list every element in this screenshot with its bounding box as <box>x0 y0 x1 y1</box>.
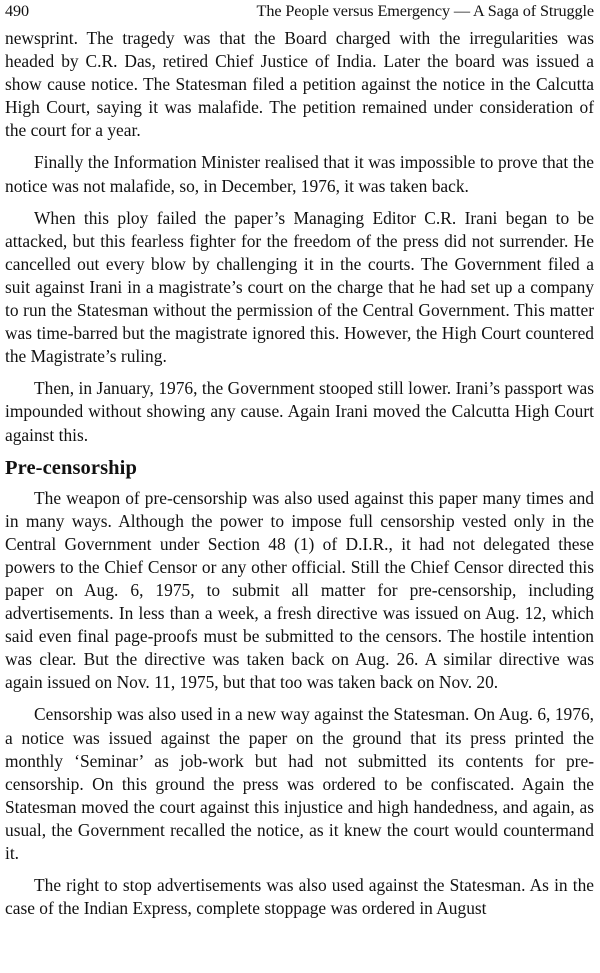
paragraph-passport-impounded: Then, in January, 1976, the Government stooped still lower. Irani’s passport was impounded without showing any cause. Again Irani moved the Calcutta High Court against this. <box>5 378 594 445</box>
paragraph-information-minister: Finally the Information Minister realised that it was impossible to prove that the notice was not malafide, so, in December, 1976, it was taken back. <box>5 152 594 196</box>
paragraph-advertisements: The right to stop advertisements was also used against the Statesman. As in the case of the Indian Express, complete stoppage was ordered in August <box>5 875 594 919</box>
paragraph-continuation: newsprint. The tragedy was that the Board charged with the irregularities was headed by C.R. Das, retired Chief Justice of India. Later the board was issued a show cause notice. The Statesman filed a petition against the notice in the Calcutta High Court, saying it was malafide. The petition remained under consideration of the court for a year. <box>5 28 594 141</box>
paragraph-seminar-notice: Censorship was also used in a new way against the Statesman. On Aug. 6, 1976, a notice was issued against the paper on the ground that its press printed the monthly ‘Seminar’ as job-work but had not submitted its contents for pre-censorship. On this ground the press was ordered to be confiscated. Again the Statesman moved the court against this injustice and high handedness, and again, as usual, the Government recalled the notice, as it knew the court would countermand it. <box>5 704 594 863</box>
page-number: 490 <box>5 2 29 20</box>
paragraph-irani-attacked: When this ploy failed the paper’s Managing Editor C.R. Irani began to be attacked, but this fearless fighter for the freedom of the press did not surrender. He cancelled out every blow by challenging it in the courts. The Government filed a suit against Irani in a magistrate’s court on the charge that he had set up a company to run the Statesman without the permission of the Central Government. This matter was time-barred but the magistrate ignored this. However, the High Court countered the Magistrate’s ruling. <box>5 207 594 367</box>
section-heading: Pre-censorship <box>5 456 137 479</box>
body-text <box>5 27 594 920</box>
running-head <box>5 2 594 24</box>
running-title: The People versus Emergency — A Saga of Struggle <box>256 2 594 20</box>
paragraph-pre-censorship: The weapon of pre-censorship was also used against this paper many times and in many ways. Although the power to impose full censorship vested only in the Central Government under Section 48 (1) of D.I.R., it had not delegated these powers to the Chief Censor or any other official. Still the Chief Censor directed this paper on Aug. 6, 1975, to submit all matter for pre-censorship, including advertisements. In less than a week, a fresh directive was issued on Aug. 12, which said even final page-proofs must be submitted to the censors. The hostile intention was clear. But the directive was taken back on Aug. 26. A similar directive was again issued on Nov. 11, 1975, but that too was taken back on Nov. 20. <box>5 487 594 693</box>
